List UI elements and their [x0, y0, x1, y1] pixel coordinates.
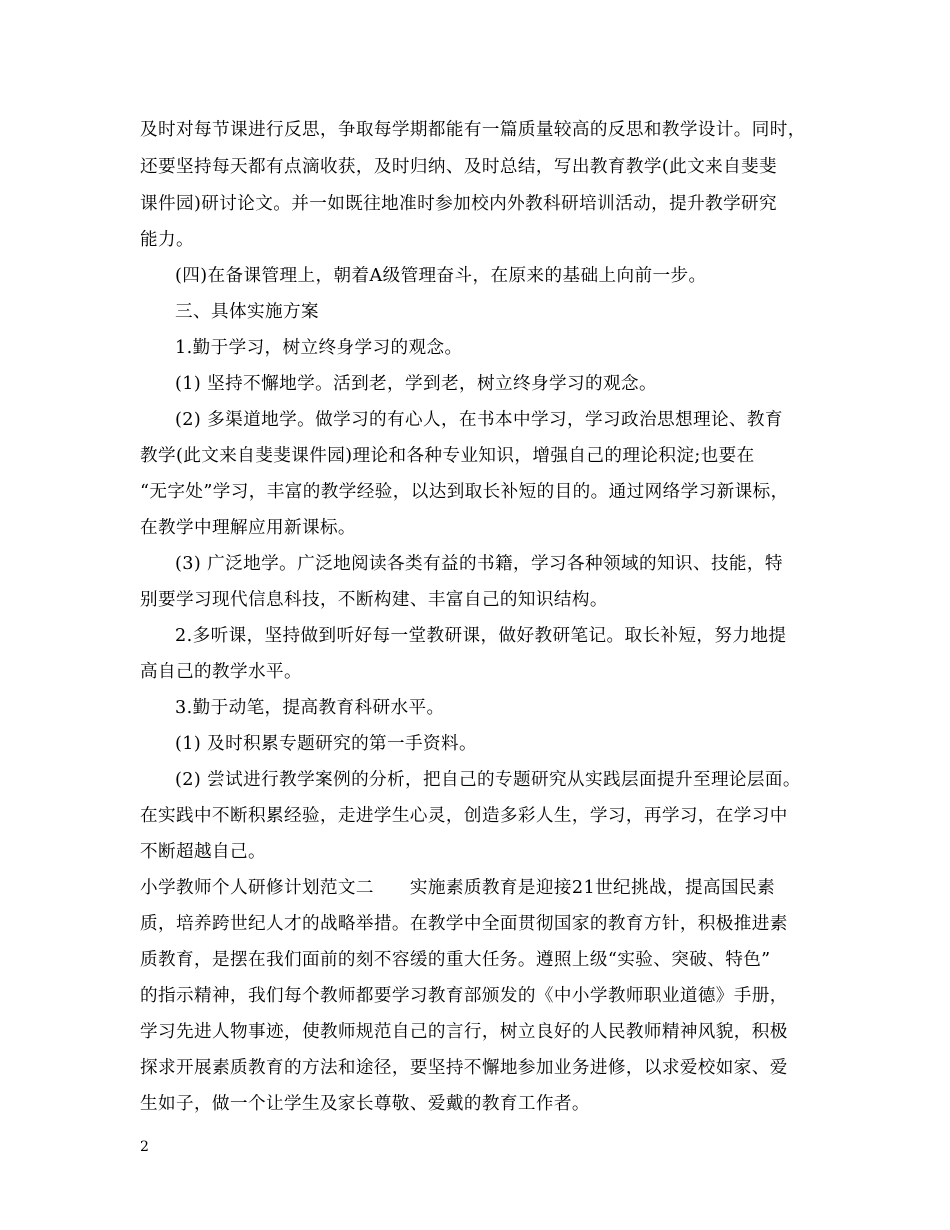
body-text-line: 及时对每节课进行反思，争取每学期都能有一篇质量较高的反思和教学设计。同时，	[140, 120, 806, 140]
body-text-line: 在实践中不断积累经验，走进学生心灵，创造多彩人生，学习，再学习，在学习中	[140, 806, 788, 826]
list-item: (2) 尝试进行教学案例的分析，把自己的专题研究从实践层面提升至理论层面。	[175, 770, 801, 790]
list-item-heading: 1.勤于学习，树立终身学习的观念。	[175, 338, 463, 358]
list-item: (3) 广泛地学。广泛地阅读各类有益的书籍，学习各种领域的知识、技能，特	[175, 554, 783, 574]
article-title-line: 小学教师个人研修计划范文二 实施素质教育是迎接21世纪挑战，提高国民素	[140, 878, 775, 898]
body-text-line: 别要学习现代信息科技，不断构建、丰富自己的知识结构。	[140, 590, 608, 610]
body-text-line: 质，培养跨世纪人才的战略举措。在教学中全面贯彻国家的教育方针，积极推进素	[140, 914, 788, 934]
body-text-line: 的指示精神，我们每个教师都要学习教育部颁发的《中小学教师职业道德》手册，	[140, 986, 788, 1006]
list-item: (2) 多渠道地学。做学习的有心人，在书本中学习，学习政治思想理论、教育	[175, 410, 783, 430]
body-text-line: 质教育，是摆在我们面前的刻不容缓的重大任务。遵照上级“实验、突破、特色”	[140, 950, 771, 970]
body-text-line: 学习先进人物事迹，使教师规范自己的言行，树立良好的人民教师精神风貌，积极	[140, 1022, 788, 1042]
body-text-line: 高自己的教学水平。	[140, 662, 302, 682]
list-item: (1) 及时积累专题研究的第一手资料。	[175, 734, 478, 754]
section-heading: 三、具体实施方案	[175, 302, 319, 322]
body-text-line: 不断超越自己。	[140, 842, 266, 862]
list-item-heading: 2.多听课，坚持做到听好每一堂教研课，做好教研笔记。取长补短，努力地提	[175, 626, 787, 646]
body-text-line: 能力。	[140, 230, 194, 250]
body-text-line: 探求开展素质教育的方法和途径，要坚持不懈地参加业务进修，以求爱校如家、爱	[140, 1058, 788, 1078]
body-text-line: “无字处”学习，丰富的教学经验，以达到取长补短的目的。通过网络学习新课标，	[140, 482, 789, 502]
body-text-line: 在教学中理解应用新课标。	[140, 518, 356, 538]
list-item-heading: 3.勤于动笔，提高教育科研水平。	[175, 698, 445, 718]
page-number: 2	[140, 1139, 149, 1155]
body-text-line: 课件园)研讨论文。并一如既往地准时参加校内外教科研培训活动，提升教学研究	[140, 194, 778, 214]
section-heading: (四)在备课管理上，朝着A级管理奋斗，在原来的基础上向前一步。	[175, 266, 707, 286]
body-text-line: 教学(此文来自斐斐课件园)理论和各种专业知识，增强自己的理论积淀;也要在	[140, 446, 755, 466]
body-text-line: 生如子，做一个让学生及家长尊敬、爱戴的教育工作者。	[140, 1094, 590, 1114]
body-text-line: 还要坚持每天都有点滴收获，及时归纳、及时总结，写出教育教学(此文来自斐斐	[140, 157, 778, 177]
list-item: (1) 坚持不懈地学。活到老，学到老，树立终身学习的观念。	[175, 374, 657, 394]
